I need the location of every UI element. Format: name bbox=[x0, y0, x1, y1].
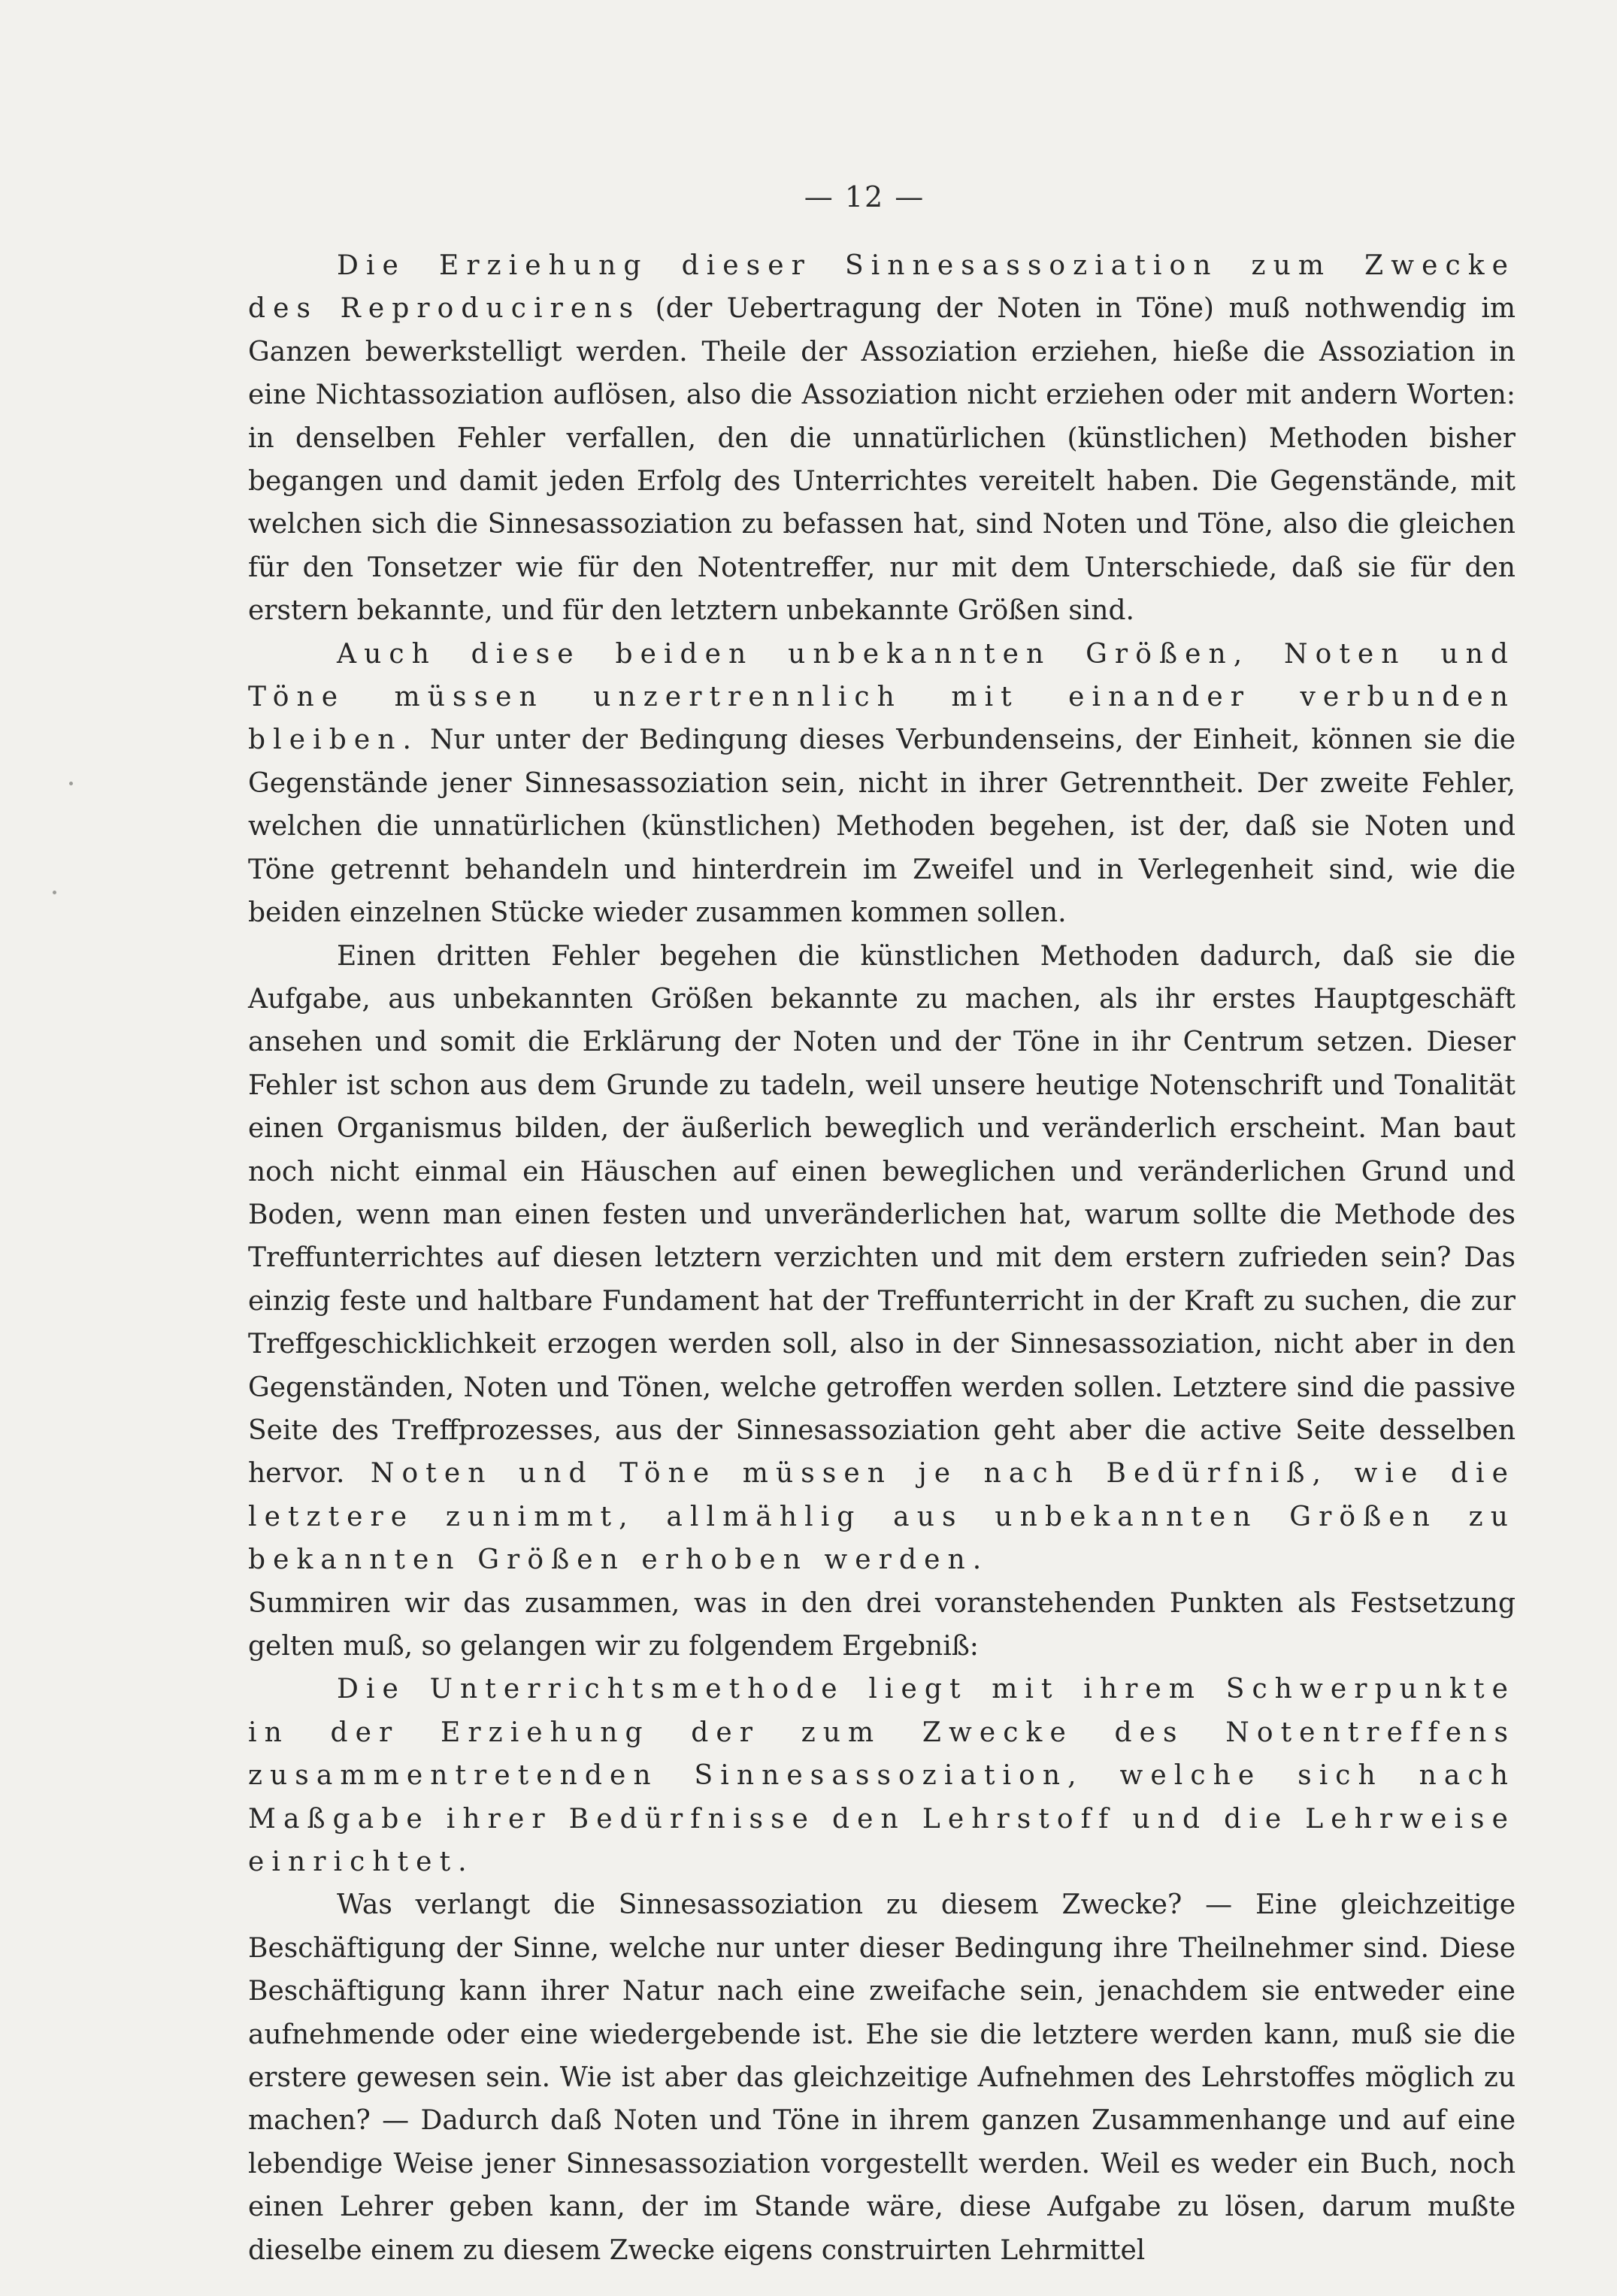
page-number: — 12 — bbox=[804, 180, 925, 213]
paragraph-4 bbox=[248, 1582, 1516, 1668]
emphasized-text: Die Unterrichtsmethode liegt mit ihrem Schwerpunkte in der Erziehung der zum Zwecke des Notentreffens zusammentretenden Sinnesassoziation, welche sich nach Maßgabe ihrer Bedürfnisse den Lehrstoff und die Lehrweise einrichtet. bbox=[248, 1674, 1516, 1878]
paragraph-text: Nur unter der Bedingung dieses Verbundenseins, der Einheit, können sie die Gegenstände jener Sinnesassoziation sein, nicht in ihrer Getrenntheit. Der zweite Fehler, welchen die unnatürlichen (künstlichen) Methoden begehen, ist der, daß sie Noten und Töne getrennt behandeln und hinterdrein im Zweifel und in Verlegenheit sind, wie die beiden einzelnen Stücke wieder zusammen kommen sollen. bbox=[248, 724, 1516, 929]
paragraph-2 bbox=[248, 633, 1516, 935]
paragraph-1 bbox=[248, 244, 1516, 633]
paragraph-5-thesis bbox=[248, 1668, 1516, 1883]
paragraph-text: Was verlangt die Sinnesassoziation zu diesem Zwecke? — Eine gleichzeitige Beschäftigung der Sinne, welche nur unter dieser Bedingung ihre Theilnehmer sind. Diese Beschäftigung kann ihrer Natur nach eine zweifache sein, jenachdem sie entweder eine aufnehmende oder eine wiedergebende ist. Ehe sie die letztere werden kann, muß sie die erstere gewesen sein. Wie ist aber das gleichzeitige Aufnehmen des Lehrstoffes möglich zu machen? — Dadurch daß Noten und Töne in ihrem ganzen Zusammenhange und auf eine lebendige Weise jener Sinnesassoziation vorgestellt werden. Weil es weder ein Buch, noch einen Lehrer geben kann, der im Stande wäre, diese Aufgabe zu lösen, darum mußte dieselbe einem zu diesem Zwecke eigens construirten Lehrmittel bbox=[248, 1889, 1516, 2266]
paragraph-text: Einen dritten Fehler begehen die künstlichen Methoden dadurch, daß sie die Aufgabe, aus unbekannten Größen bekannte zu machen, als ihr erstes Hauptgeschäft ansehen und somit die Erklärung der Noten und der Töne in ihr Centrum setzen. Dieser Fehler ist schon aus dem Grunde zu tadeln, weil unsere heutige Notenschrift und Tonalität einen Organismus bilden, der äußerlich beweglich und veränderlich erscheint. Man baut noch nicht einmal ein Häuschen auf einen beweglichen und veränderlichen Grund und Boden, wenn man einen festen und unveränderlichen hat, warum sollte die Methode des Treffunterrichtes auf diesen letztern verzichten und mit dem erstern zufrieden sein? Das einzig feste und haltbare Fundament hat der Treffunterricht in der Kraft zu suchen, die zur Treffgeschicklichkeit erzogen werden soll, also in der Sinnesassoziation, nicht aber in den Gegenständen, Noten und Tönen, welche getroffen werden sollen. Letztere sind die passive Seite des Treffprozesses, aus der Sinnesassoziation geht aber die active Seite desselben hervor. bbox=[248, 940, 1516, 1490]
paragraph-6 bbox=[248, 1883, 1516, 2272]
emphasized-text: Noten und Töne müssen je nach Bedürfniß, wie die letztere zunimmt, allmählig aus unbekannten Größen zu bekannten Größen erhoben werden. bbox=[248, 1458, 1516, 1576]
emphasized-text: Auch diese beiden unbekannten Größen, Noten und Töne müssen unzertrennlich mit einander verbunden bleiben. bbox=[248, 638, 1516, 756]
emphasized-text: Die Erziehung dieser Sinnesassoziation zum Zwecke des Reproducirens bbox=[248, 250, 1516, 325]
paper-speck bbox=[53, 891, 56, 894]
paragraph-text: Summiren wir das zusammen, was in den drei voranstehenden Punkten als Festsetzung gelten muß, so gelangen wir zu folgendem Ergebniß: bbox=[248, 1587, 1516, 1662]
paragraph-text: (der Uebertragung der Noten in Töne) muß nothwendig im Ganzen bewerkstelligt werden. Theile der Assoziation erziehen, hieße die Assoziation in eine Nichtassoziation auflösen, also die Assoziation nicht erziehen oder mit andern Worten: in denselben Fehler verfallen, den die unnatürlichen (künstlichen) Methoden bisher begangen und damit jeden Erfolg des Unterrichtes vereitelt haben. Die Gegenstände, mit welchen sich die Sinnesassoziation zu befassen hat, sind Noten und Töne, also die gleichen für den Tonsetzer wie für den Notentreffer, nur mit dem Unterschiede, daß sie für den erstern bekannte, und für den letztern unbekannte Größen sind. bbox=[248, 293, 1516, 627]
paragraph-3 bbox=[248, 935, 1516, 1582]
paper-speck bbox=[69, 782, 73, 785]
body-text bbox=[248, 244, 1516, 2272]
